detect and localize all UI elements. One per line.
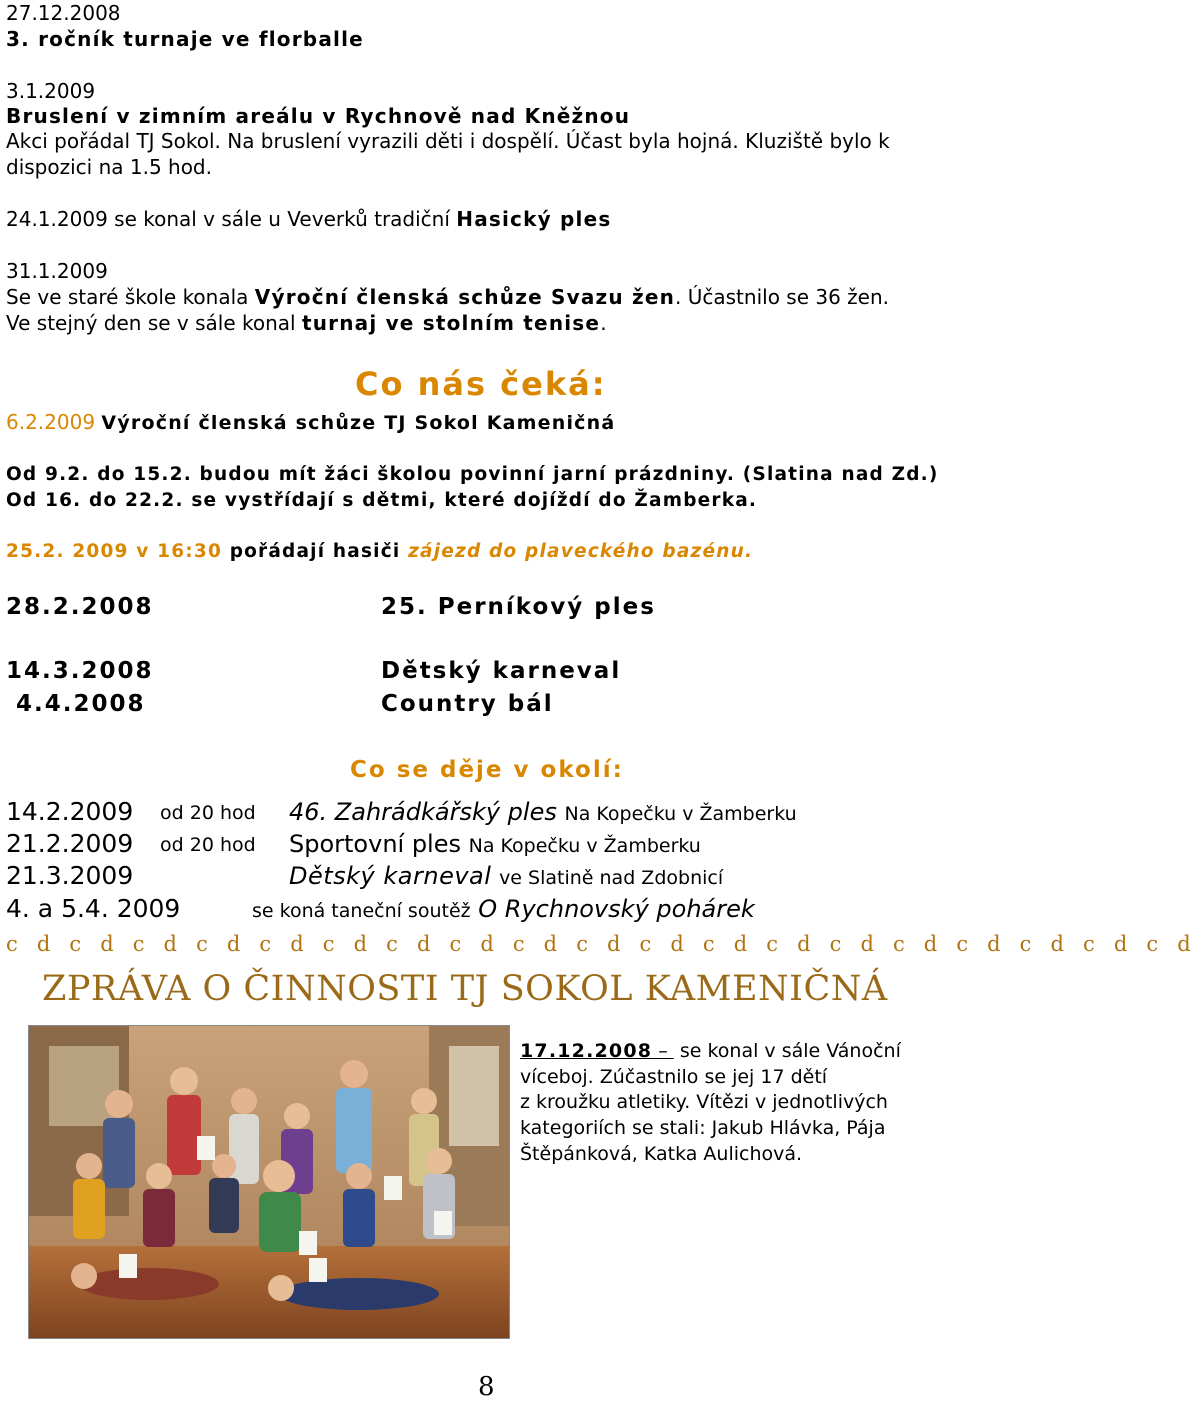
event-text: 24.1.2009 se konal v sále u Veverků tradiční Hasický ples bbox=[6, 207, 612, 231]
ball-date: 4.4.2008 bbox=[6, 691, 146, 717]
around-date: 14.2.2009 bbox=[6, 797, 134, 826]
event-title: 3. ročník turnaje ve florballe bbox=[6, 27, 364, 51]
ball-name: 25. Perníkový ples bbox=[381, 594, 656, 620]
event-date: 27.12.2008 bbox=[6, 1, 121, 25]
around-event: Sportovní ples Na Kopečku v Žamberku bbox=[289, 830, 701, 858]
report-line: Štěpánková, Katka Aulichová. bbox=[520, 1143, 803, 1165]
event-title: Bruslení v zimním areálu v Rychnově nad Kněžnou bbox=[6, 104, 631, 128]
group-photo-image bbox=[29, 1026, 509, 1338]
ball-name: Dětský karneval bbox=[381, 658, 622, 684]
report-title: ZPRÁVA O ČINNOSTI TJ SOKOL KAMENIČNÁ bbox=[42, 969, 888, 1009]
around-date: 4. a 5.4. 2009 bbox=[6, 894, 181, 923]
report-line: z kroužku atletiky. Vítězi v jednotlivých bbox=[520, 1091, 888, 1113]
report-line: kategoriích se stali: Jakub Hlávka, Pája bbox=[520, 1117, 886, 1139]
upcoming-line: Od 9.2. do 15.2. budou mít žáci školou povinní jarní prázdniny. (Slatina nad Zd.) bbox=[6, 464, 939, 485]
around-event: se koná taneční soutěž O Rychnovský pohárek bbox=[252, 895, 755, 923]
group-photo bbox=[28, 1025, 510, 1339]
upcoming-heading: Co nás čeká: bbox=[355, 365, 607, 403]
decorative-divider: c d c d c d c d c d c d c d c d c d c d c d c d c d c d c d c d c d c d c d bbox=[6, 932, 1197, 956]
report-line: víceboj. Zúčastnilo se jej 17 dětí bbox=[520, 1066, 828, 1088]
upcoming-line: Od 16. do 22.2. se vystřídají s dětmi, které dojíždí do Žamberka. bbox=[6, 490, 758, 511]
event-text: Akci pořádal TJ Sokol. Na bruslení vyrazili děti i dospělí. Účast byla hojná. Kluziště bylo k bbox=[6, 129, 890, 153]
ball-name: Country bál bbox=[381, 691, 554, 717]
around-heading: Co se děje v okolí: bbox=[350, 757, 624, 783]
event-date: 31.1.2009 bbox=[6, 259, 108, 283]
event-text: Se ve staré škole konala Výroční členská schůze Svazu žen. Účastnilo se 36 žen. bbox=[6, 285, 890, 309]
event-text: Ve stejný den se v sále konal turnaj ve stolním tenise. bbox=[6, 311, 607, 335]
around-event: 46. Zahrádkářský ples Na Kopečku v Žamberku bbox=[289, 798, 797, 826]
report-line: 17.12.2008 – se konal v sále Vánoční bbox=[520, 1040, 901, 1062]
event-text: dispozici na 1.5 hod. bbox=[6, 155, 212, 179]
around-time: od 20 hod bbox=[160, 834, 256, 856]
ball-date: 14.3.2008 bbox=[6, 658, 154, 684]
around-date: 21.3.2009 bbox=[6, 861, 134, 890]
around-time: od 20 hod bbox=[160, 802, 256, 824]
ball-date: 28.2.2008 bbox=[6, 594, 154, 620]
page-number: 8 bbox=[478, 1372, 495, 1402]
upcoming-line: 6.2.2009 Výroční členská schůze TJ Sokol Kameničná bbox=[6, 410, 616, 434]
around-date: 21.2.2009 bbox=[6, 829, 134, 858]
around-event: Dětský karneval ve Slatině nad Zdobnicí bbox=[289, 862, 724, 890]
upcoming-line: 25.2. 2009 v 16:30 pořádají hasiči zájezd do plaveckého bazénu. bbox=[6, 541, 754, 562]
event-date: 3.1.2009 bbox=[6, 79, 96, 103]
